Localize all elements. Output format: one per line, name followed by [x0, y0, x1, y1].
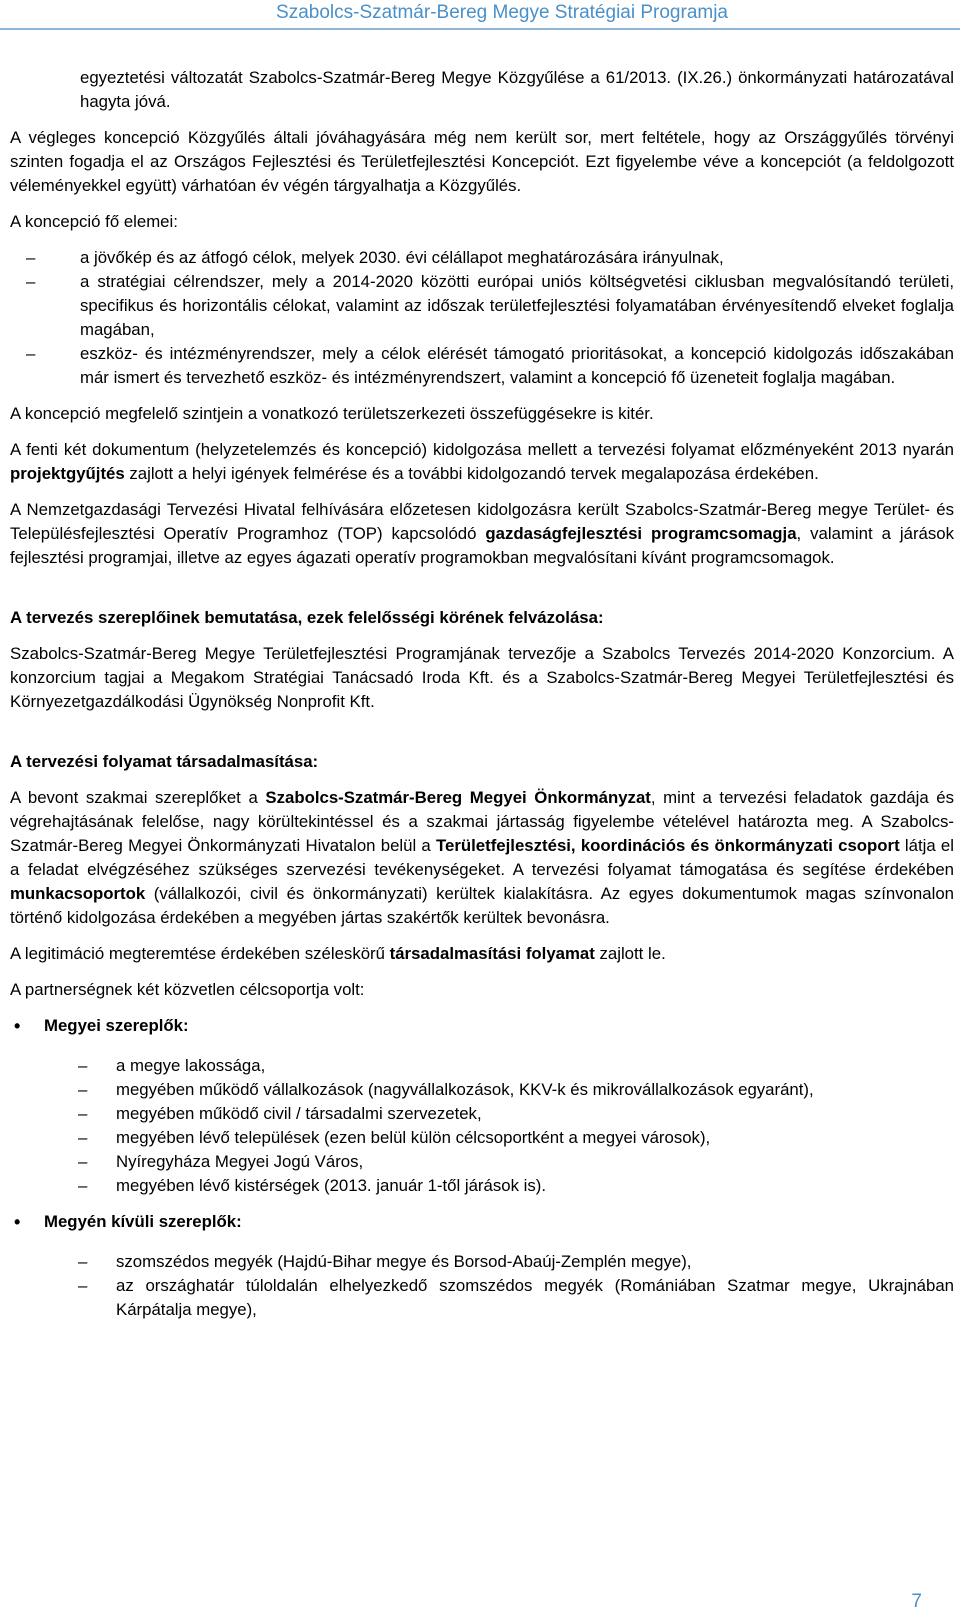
intro-paragraph-3: A koncepció megfelelő szintjein a vonatkozó területszerkezeti összefüggésekre is kitér.: [10, 404, 654, 423]
socialization-paragraph-2: A legitimáció megteremtése érdekében széleskörű társadalmasítási folyamat zajlott le.: [10, 944, 666, 963]
section-heading-actors: A tervezés szereplőinek bemutatása, ezek felelősségi körének felvázolása:: [10, 608, 604, 627]
list-item: – Nyíregyháza Megyei Jogú Város,: [10, 1150, 954, 1174]
intro-paragraph-5: A Nemzetgazdasági Tervezési Hivatal felhívására előzetesen kidolgozásra került Szabolcs-Szatmár-Bereg megye Terület- és Településfejlesztési Operatív Programhoz (TOP) kapcsolódó gazdaságfejlesztési programcsomagja, valamint a járások fejlesztési programjai, illetve az egyes ágazati operatív programokban megvalósítani kívánt programcsomagok.: [10, 500, 954, 567]
intro-paragraph-4: A fenti két dokumentum (helyzetelemzés és koncepció) kidolgozása mellett a tervezési folyamat előzményeként 2013 nyarán projektgyűjtés zajlott a helyi igények felmérése és a további kidolgozandó tervek megalapozása érdekében.: [10, 440, 954, 483]
elements-list: [10, 246, 954, 390]
elements-intro: A koncepció fő elemei:: [10, 212, 178, 231]
list-item: – megyében lévő települések (ezen belül külön célcsoportként a megyei városok),: [10, 1126, 954, 1150]
list-item: – megyében működő civil / társadalmi szervezetek,: [10, 1102, 954, 1126]
header-title: Szabolcs-Szatmár-Bereg Megye Stratégiai Programja: [276, 2, 728, 23]
external-actors-list: [10, 1250, 954, 1322]
list-item: – a megye lakossága,: [10, 1054, 954, 1078]
document-body: [10, 66, 954, 1334]
list-item: – az országhatár túloldalán elhelyezkedő szomszédos megyék (Romániában Szatmar megye, Ukrajnában Kárpátalja megye),: [10, 1274, 954, 1322]
list-item: – eszköz- és intézményrendszer, mely a célok elérését támogató prioritásokat, a koncepció kidolgozás időszakában már ismert és tervezhető eszköz- és intézményrendszert, valamint a koncepció fő üzeneteit foglalja magában.: [10, 342, 954, 390]
list-item: – a jövőkép és az átfogó célok, melyek 2030. évi célállapot meghatározására irányulnak,: [10, 246, 954, 270]
intro-paragraph-2: A végleges koncepció Közgyűlés általi jóváhagyására még nem került sor, mert feltétele, hogy az Országgyűlés törvényi szinten fogadja el az Országos Fejlesztési és Területfejlesztési Koncepciót. Ezt figyelembe véve a koncepciót (a feldolgozott véleményekkel együtt) várhatóan év végén tárgyalhatja a Közgyűlés.: [10, 128, 954, 195]
header-divider: [0, 28, 960, 30]
page-number: 7: [911, 1591, 922, 1612]
list-item: – megyében működő vállalkozások (nagyvállalkozások, KKV-k és mikrovállalkozások egyaránt),: [10, 1078, 954, 1102]
group-label-county-actors: • Megyei szereplők:: [10, 1014, 954, 1038]
section-heading-socialization: A tervezési folyamat társadalmasítása:: [10, 752, 319, 771]
list-item: – szomszédos megyék (Hajdú-Bihar megye és Borsod-Abaúj-Zemplén megye),: [10, 1250, 954, 1274]
group-label-external-actors: • Megyén kívüli szereplők:: [10, 1210, 954, 1234]
list-item: – a stratégiai célrendszer, mely a 2014-2020 közötti európai uniós költségvetési ciklusban megvalósítandó területi, specifikus és horizontális célokat, valamint az időszak területfejlesztési folyamatában érvényesítendő elveket foglalja magában,: [10, 270, 954, 342]
socialization-paragraph-3: A partnerségnek két közvetlen célcsoportja volt:: [10, 980, 365, 999]
list-item: – megyében lévő kistérségek (2013. január 1-től járások is).: [10, 1174, 954, 1198]
socialization-paragraph-1: A bevont szakmai szereplőket a Szabolcs-Szatmár-Bereg Megyei Önkormányzat, mint a tervezési feladatok gazdája és végrehajtásának felelőse, nagy körültekintéssel és a szakmai jártasság figyelembe vételével határozta meg. A Szabolcs-Szatmár-Bereg Megyei Önkormányzati Hivatalon belül a Területfejlesztési, koordinációs és önkormányzati csoport látja el a feladat elvégzéséhez szükséges szervezési tevékenységeket. A tervezési folyamat támogatása és segítése érdekében munkacsoportok (vállalkozói, civil és önkormányzati) kerültek kialakításra. Az egyes dokumentumok magas színvonalon történő kidolgozása érdekében a megyében jártas szakértők kerültek bevonásra.: [10, 788, 955, 927]
intro-paragraph-1: egyeztetési változatát Szabolcs-Szatmár-Bereg Megye Közgyűlése a 61/2013. (IX.26.) önkormányzati határozatával hagyta jóvá.: [80, 68, 954, 111]
county-actors-list: [10, 1054, 954, 1198]
actors-paragraph: Szabolcs-Szatmár-Bereg Megye Területfejlesztési Programjának tervezője a Szabolcs Tervezés 2014-2020 Konzorcium. A konzorcium tagjai a Megakom Stratégiai Tanácsadó Iroda Kft. és a Szabolcs-Szatmár-Bereg Megyei Területfejlesztési és Környezetgazdálkodási Ügynökség Nonprofit Kft.: [10, 644, 954, 711]
